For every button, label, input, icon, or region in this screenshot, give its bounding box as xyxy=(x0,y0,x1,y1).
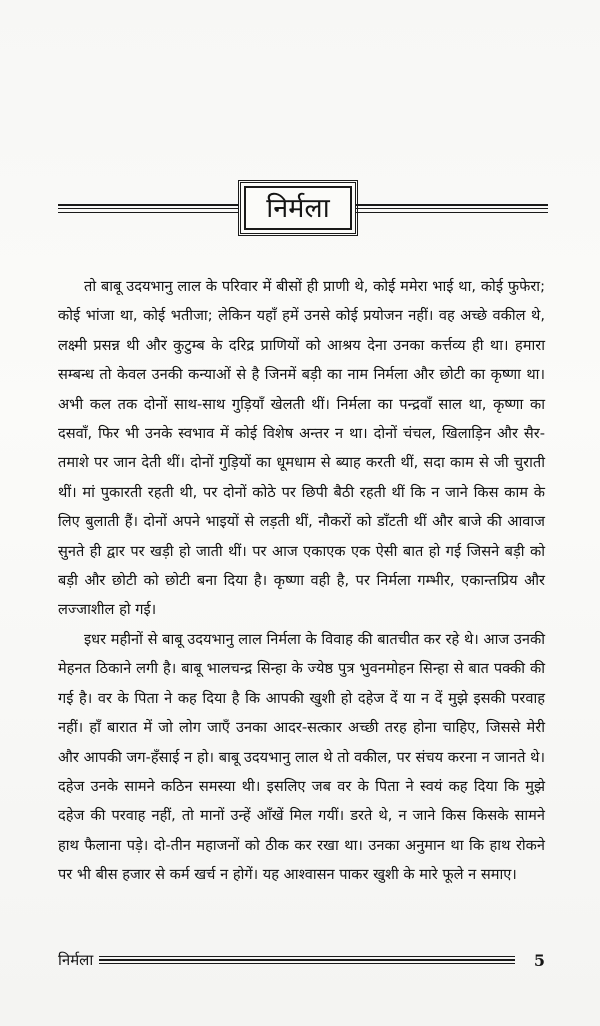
title-frame xyxy=(238,180,358,236)
running-title: निर्मला xyxy=(58,951,94,969)
chapter-title: निर्मला xyxy=(266,192,330,224)
footer-rule xyxy=(99,954,515,966)
paragraph-1: तो बाबू उदयभानु लाल के परिवार में बीसों ही प्राणी थे, कोई ममेरा भाई था, कोई फुफेरा; कोई भांजा था, कोई भतीजा; लेकिन यहाँ हमें उनसे कोई प्रयोजन नहीं। वह अच्छे वकील थे, लक्ष्मी प्रसन्न थी और कुटुम्ब के दरिद्र प्राणियों को आश्रय देना उनका कर्त्तव्य ही था। हमारा सम्बन्ध तो केवल उनकी कन्याओं से है जिनमें बड़ी का नाम निर्मला और छोटी का कृष्णा था। अभी कल तक दोनों साथ-साथ गुड़ियाँ खेलती थीं। निर्मला का पन्द्रवाँ साल था, कृष्णा का दसवाँ, फिर भी उनके स्वभाव में कोई विशेष अन्तर न था। दोनों चंचल, खिलाड़िन और सैर-तमाशे पर जान देती थीं। दोनों गुड़ियों का धूमधाम से ब्याह करती थीं, सदा काम से जी चुराती थीं। मां पुकारती रहती थी, पर दोनों कोठे पर छिपी बैठी रहती थीं कि न जाने किस काम के लिए बुलाती हैं। दोनों अपने भाइयों से लड़ती थीं, नौकरों को डाँटती थीं और बाजे की आवाज सुनते ही द्वार पर खड़ी हो जाती थीं। पर आज एकाएक एक ऐसी बात हो गई जिसने बड़ी को बड़ी और छोटी को छोटी बना दिया है। कृष्णा वही है, पर निर्मला गम्भीर, एकान्तप्रिय और लज्जाशील हो गई। xyxy=(58,278,545,619)
heading-rule-left xyxy=(58,204,243,214)
page-number: 5 xyxy=(533,950,545,970)
heading-rule-right xyxy=(356,204,548,214)
page-footer xyxy=(58,948,545,972)
chapter-heading xyxy=(58,180,548,240)
paragraph-2: इधर महीनों से बाबू उदयभानु लाल निर्मला के विवाह की बातचीत कर रहे थे। आज उनकी मेहनत ठिकाने लगी है। बाबू भालचन्द्र सिन्हा के ज्येष्ठ पुत्र भुवनमोहन सिन्हा से बात पक्की की गई है। वर के पिता ने कह दिया है कि आपकी खुशी हो दहेज दें या न दें मुझे इसकी परवाह नहीं। हाँ बारात में जो लोग जाएँ उनका आदर-सत्कार अच्छी तरह होना चाहिए, जिससे मेरी और आपकी जग-हँसाई न हो। बाबू उदयभानु लाल थे तो वकील, पर संचय करना न जानते थे। दहेज उनके सामने कठिन समस्या थी। इसलिए जब वर के पिता ने स्वयं कह दिया कि मुझे दहेज की परवाह नहीं, तो मानों उन्हें आँखें मिल गयीं। डरते थे, न जाने किस किसके सामने हाथ फैलाना पड़े। दो-तीन महाजनों को ठीक कर रखा था। उनका अनुमान था कि हाथ रोकने पर भी बीस हजार से कर्म खर्च न होगें। यह आश्वासन पाकर खुशी के मारे फूले न समाए। xyxy=(58,630,545,884)
body-text xyxy=(58,272,545,890)
